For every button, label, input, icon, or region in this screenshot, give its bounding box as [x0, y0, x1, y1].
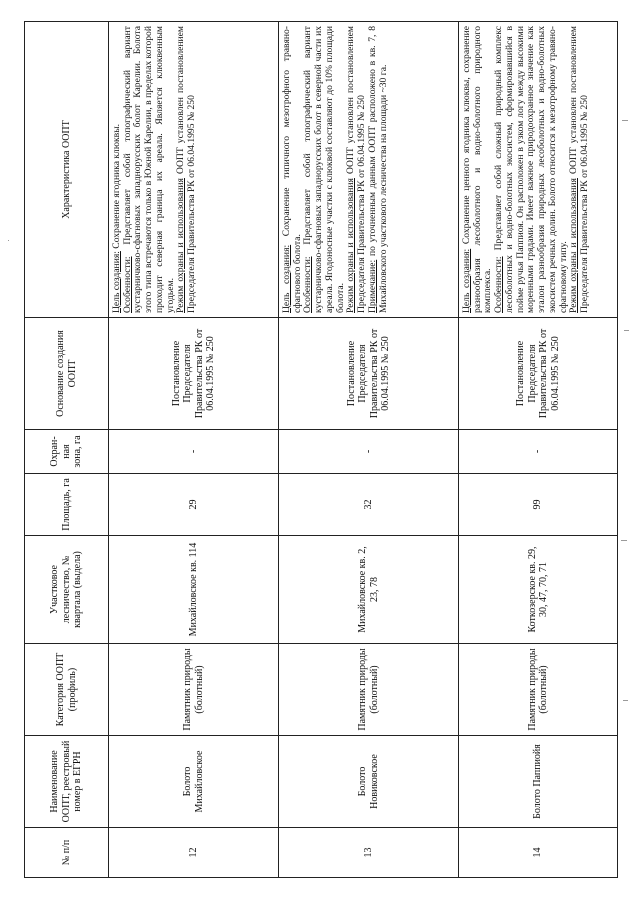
desc-paragraph [282, 26, 303, 313]
rotated-table-sheet [24, 22, 618, 878]
scan-speck [622, 120, 628, 121]
cell-num: 14 [459, 828, 618, 878]
table-row [279, 22, 459, 878]
cell-forestry: Коткозерское кв. 29, 30, 47, 70, 71 [459, 536, 618, 644]
desc-paragraph [346, 26, 367, 313]
desc-paragraph [569, 26, 590, 313]
cell-name: Болото Паппиойя [459, 736, 618, 828]
scan-speck [623, 700, 628, 701]
desc-paragraph [462, 26, 494, 313]
desc-paragraph [368, 26, 389, 313]
cell-area: 99 [459, 474, 618, 536]
cell-name: Болото Михайловское [109, 736, 279, 828]
desc-text: Сохранение типичного мезотрофного травяно-сфагнового болота. [281, 26, 303, 313]
cell-basis: Постановление Председателя Правительства РК от 06.04.1995 № 250 [279, 318, 459, 430]
desc-text: ООПТ установлен постановлением Председателя Правительства РК от 06.04.1995 № 250 [568, 26, 591, 313]
cell-description [459, 22, 618, 318]
desc-paragraph [494, 26, 569, 313]
cell-category: Памятник природы (болотный) [279, 644, 459, 736]
cell-basis: Постановление Председателя Правительства РК от 06.04.1995 № 250 [109, 318, 279, 430]
desc-text: Представляет собой сложный природный комплекс лесоболотных и водно-болотных экосистем, сформировавшийся в пойме ручья Паппиоя. Он расположен в узком логу между высокими моренными грядами. Имеет важное природоохранное значение как эталон разнообразия природных лесоболотных и водно-болотных экосистем речных долин. Болото относится к мезотрофному травяно-сфагновому типу. [493, 26, 569, 313]
cell-category: Памятник природы (болотный) [109, 644, 279, 736]
desc-text: Сохранение ягодника клюквы. [111, 123, 122, 252]
cell-buffer: - [109, 430, 279, 474]
desc-label: Примечание: [366, 259, 378, 313]
header-buffer: Охран-ная зона, га [25, 430, 109, 474]
header-num: № п/п [25, 828, 109, 878]
desc-text: ООПТ установлен постановлением Председателя Правительства РК от 06.04.1995 № 250 [175, 26, 198, 313]
desc-label: Цель создания: [461, 248, 472, 313]
desc-text: Сохранение ценного ягодника клюквы, сохранение разнообразия лесоболотного и водно-болотного природного комплекса. [461, 25, 494, 313]
cell-name: Болото Новиковское [279, 736, 459, 828]
header-area: Площадь, га [25, 474, 109, 536]
cell-buffer: - [459, 430, 618, 474]
cell-basis: Постановление Председателя Правительства РК от 06.04.1995 № 250 [459, 318, 618, 430]
cell-category: Памятник природы (болотный) [459, 644, 618, 736]
cell-num: 12 [109, 828, 279, 878]
table-row [109, 22, 279, 878]
table-row [459, 22, 618, 878]
header-category: Категория ООПТ (профиль) [25, 644, 109, 736]
desc-paragraph [123, 26, 177, 313]
oopt-registry-table [24, 21, 618, 878]
cell-area: 29 [109, 474, 279, 536]
desc-text: ООПТ установлен постановлением Председателя Правительства РК от 06.04.1995 № 250 [345, 26, 368, 313]
cell-forestry: Михайловское кв. 2, 23, 78 [279, 536, 459, 644]
desc-label: Цель создания: [111, 251, 122, 313]
cell-num: 13 [279, 828, 459, 878]
header-name: Наименование ООПТ, реестровый номер в ЕГРН [25, 736, 109, 828]
header-basis: Основание создания ООПТ [25, 318, 109, 430]
cell-buffer: - [279, 430, 459, 474]
desc-label: Цель создания: [281, 244, 292, 313]
desc-label: Режим охраны и использования [568, 178, 580, 313]
desc-paragraph [176, 26, 197, 313]
header-forestry: Участковое лесничество, № квартала (выдела) [25, 536, 109, 644]
cell-area: 32 [279, 474, 459, 536]
desc-text: Представляет собой топографический вариант кустарничково-сфагновых западнорусских болот в северной части их ареала. Ягодоносные участки с клюквой составляют до 10% площади болота. [302, 26, 346, 313]
scan-speck [8, 240, 9, 241]
cell-description [109, 22, 279, 318]
desc-label: Особенности: [302, 256, 314, 313]
desc-label: Особенности: [493, 256, 505, 313]
cell-description [279, 22, 459, 318]
desc-text: Представляет собой топографический вариант кустарничково-сфагновых западнорусских болот Карелии. Болота этого типа встречаются только в Южной Карелии, в пределах которой проходит северная граница их ареала. Является клюквенным угодьем. [121, 26, 176, 313]
desc-label: Особенности: [121, 256, 133, 313]
table-header-row [25, 22, 109, 878]
desc-text: по уточненным данным ООПТ расположено в кв. 7, 8 Михайловского участкового лесничества на площади ~30 га. [366, 26, 389, 313]
scan-speck [624, 330, 629, 331]
cell-forestry: Михайловское кв. 114 [109, 536, 279, 644]
desc-paragraph [303, 26, 346, 313]
scan-speck [621, 540, 627, 541]
header-description: Характеристика ООПТ [25, 22, 109, 318]
desc-label: Режим охраны и использования [175, 178, 187, 313]
desc-label: Режим охраны и использования [345, 178, 357, 313]
